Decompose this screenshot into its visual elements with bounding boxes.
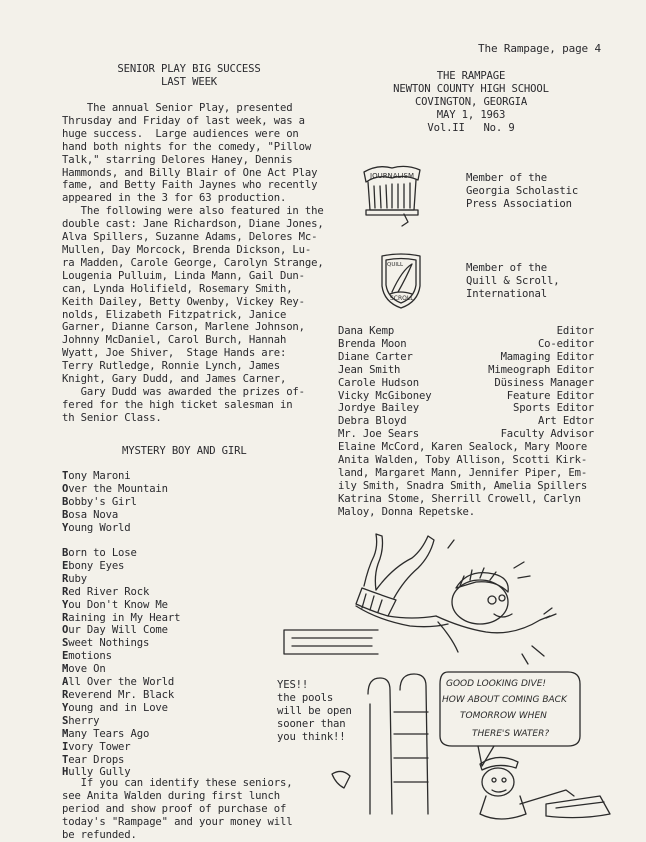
acrostic-initial: S xyxy=(62,714,69,727)
article-line: If you can identify these seniors, xyxy=(62,777,293,789)
staff-name: Jean Smith xyxy=(338,363,401,376)
acrostic-initial: R xyxy=(62,572,69,585)
article-line: appeared in the 3 for 63 production. xyxy=(62,192,287,205)
caption-line: YES!! xyxy=(277,679,309,691)
song-title xyxy=(62,637,180,650)
quill-scroll-emblem-icon xyxy=(378,250,424,312)
song-title xyxy=(62,496,168,509)
emblem-text: SCROLL xyxy=(390,295,414,302)
song-title-rest: ully Gully xyxy=(68,766,131,779)
affiliation-line: Press Association xyxy=(466,197,572,210)
acrostic-initial: H xyxy=(62,766,69,779)
acrostic-initial: B xyxy=(62,547,69,559)
staff-name: Brenda Moon xyxy=(338,337,407,350)
article-line: th Senior Class. xyxy=(62,411,162,424)
staff-name: Diane Carter xyxy=(338,350,413,363)
article-line: Mullen, Day Morcock, Brenda Dickson, Lu- xyxy=(62,243,312,256)
song-title xyxy=(62,689,180,702)
masthead-date: MAY 1, 1963 xyxy=(436,108,506,121)
staff-role: Mimeograph Editor xyxy=(488,363,594,376)
headline-line: LAST WEEK xyxy=(160,75,218,88)
masthead-school: NEWTON COUNTY HIGH SCHOOL xyxy=(393,82,549,95)
staff-row xyxy=(338,402,594,415)
staff-role: Editor xyxy=(556,325,594,337)
emblem-text: QUILL xyxy=(387,262,404,268)
song-title-rest: ony Maroni xyxy=(68,470,131,482)
article-line: period and show proof of purchase of xyxy=(62,802,287,815)
song-title-rest: weet Nothings xyxy=(68,637,150,650)
song-title-rest: herry xyxy=(68,714,100,727)
acrostic-initial: M xyxy=(62,727,69,740)
article-line: nolds, Elizabeth Fitzpatrick, Janice xyxy=(62,308,287,321)
article-line: today's "Rampage" and your money will xyxy=(62,815,293,828)
song-title xyxy=(62,650,180,663)
song-title xyxy=(62,715,180,728)
acrostic-initial: A xyxy=(62,676,69,689)
song-title-rest: everend Mr. Black xyxy=(68,688,175,701)
song-title-rest: motions xyxy=(68,650,112,663)
emblem-text: JOURNALISM xyxy=(370,172,415,180)
staff-writers-line: land, Margaret Mann, Jennifer Piper, Em- xyxy=(338,466,588,479)
masthead-title: THE RAMPAGE xyxy=(436,70,506,82)
song-title-rest: aining in My Heart xyxy=(68,611,181,624)
masthead-volume: Vol.II No. 9 xyxy=(427,121,515,134)
caption-line: you think!! xyxy=(277,730,346,743)
acrostic-initial: E xyxy=(62,559,69,572)
senior-play-body xyxy=(62,102,324,425)
song-title-rest: ou Don't Know Me xyxy=(68,598,168,611)
diver-cartoon-icon xyxy=(282,528,588,668)
staff-name: Carole Hudson xyxy=(338,376,419,389)
acrostic-initial: T xyxy=(62,753,69,766)
song-title-rest: bony Eyes xyxy=(68,559,125,572)
song-title-rest: ed River Rock xyxy=(68,585,150,598)
staff-row xyxy=(338,390,594,403)
song-title-rest: ear Drops xyxy=(68,753,125,766)
song-title xyxy=(62,509,168,522)
article-line: ra Madden, Carole George, Carolyn Strange, xyxy=(62,256,324,269)
staff-name: Jordye Bailey xyxy=(338,402,419,415)
song-title xyxy=(62,547,180,560)
song-title-rest: osa Nova xyxy=(68,508,119,521)
article-line: Garner, Dianne Carson, Marlene Johnson, xyxy=(62,321,305,334)
staff-list xyxy=(338,325,594,441)
affiliation-line: Member of the xyxy=(466,172,547,184)
mystery-song-list-2 xyxy=(62,547,180,779)
staff-role: Co-editor xyxy=(537,337,594,350)
article-line: be refunded. xyxy=(62,828,137,841)
mystery-headline: MYSTERY BOY AND GIRL xyxy=(122,445,247,457)
song-title xyxy=(62,728,180,741)
masthead xyxy=(362,70,580,135)
song-title xyxy=(62,741,180,754)
acrostic-initial: I xyxy=(62,740,69,753)
staff-name: Debra Bloyd xyxy=(338,415,407,428)
article-line: hand both nights for the comedy, "Pillow xyxy=(62,140,312,153)
article-line: fame, and Betty Faith Jaynes who recently xyxy=(62,179,318,192)
acrostic-initial: Y xyxy=(62,701,69,714)
song-title xyxy=(62,522,168,535)
masthead-city: COVINGTON, GEORGIA xyxy=(414,95,528,108)
acrostic-initial: B xyxy=(62,495,69,508)
song-title xyxy=(62,612,180,625)
article-line: double cast: Jane Richardson, Diane Jones, xyxy=(62,218,324,231)
song-title-rest: oung and in Love xyxy=(68,701,168,714)
acrostic-initial: Y xyxy=(62,521,69,534)
caption-line: the pools xyxy=(277,691,334,704)
article-line: Gary Dudd was awarded the prizes of- xyxy=(62,385,305,398)
staff-row xyxy=(338,428,594,441)
staff-name: Dana Kemp xyxy=(338,325,395,337)
quill-scroll-affiliation xyxy=(466,262,559,301)
staff-role: Düsiness Manager xyxy=(494,376,594,389)
affiliation-line: International xyxy=(466,287,547,300)
acrostic-initial: R xyxy=(62,688,69,701)
song-title xyxy=(62,663,180,676)
song-title xyxy=(62,599,180,612)
staff-name: Mr. Joe Sears xyxy=(338,428,419,441)
article-line: The following were also featured in the xyxy=(62,205,324,218)
staff-writers xyxy=(338,441,587,518)
article-line: Johnny McDaniel, Carol Burch, Hannah xyxy=(62,334,287,347)
speech-line: GOOD LOOKING DIVE! xyxy=(446,679,546,689)
acrostic-initial: T xyxy=(62,470,69,482)
song-title-rest: ver the Mountain xyxy=(68,482,168,495)
article-line: huge success. Large audiences were on xyxy=(62,127,299,140)
acrostic-initial: O xyxy=(62,624,69,637)
article-line: The annual Senior Play, presented xyxy=(62,102,293,114)
song-title xyxy=(62,470,168,483)
staff-role: Art Edtor xyxy=(537,415,594,428)
song-title xyxy=(62,754,180,767)
affiliation-line: Member of the xyxy=(466,262,547,274)
article-line: Lougenia Pulluim, Linda Mann, Gail Dun- xyxy=(62,269,305,282)
staff-writers-line: Katrina Stome, Sherrill Crowell, Carlyn xyxy=(338,492,581,505)
speech-line: TOMORROW WHEN xyxy=(460,711,547,721)
staff-role: Feature Editor xyxy=(506,389,594,402)
staff-name: Vicky McGiboney xyxy=(338,389,432,402)
song-title xyxy=(62,560,180,573)
staff-row xyxy=(338,325,594,338)
mystery-song-list-1 xyxy=(62,470,168,535)
article-line: Keith Dailey, Betty Owenby, Vickey Rey- xyxy=(62,295,305,308)
headline-line: SENIOR PLAY BIG SUCCESS xyxy=(117,63,261,75)
page-label: The Rampage, page 4 xyxy=(478,42,601,55)
caption-line: sooner than xyxy=(277,717,346,730)
song-title-rest: orn to Lose xyxy=(68,547,137,559)
song-title-rest: any Tears Ago xyxy=(68,727,150,740)
article-line: can, Lynda Holifield, Rosemary Smith, xyxy=(62,282,293,295)
song-title xyxy=(62,586,180,599)
staff-writers-line: Maloy, Donna Repetske. xyxy=(338,505,476,518)
song-title xyxy=(62,702,180,715)
caption-line: will be open xyxy=(277,704,352,717)
article-line: see Anita Walden during first lunch xyxy=(62,789,280,802)
speech-line: HOW ABOUT COMING BACK xyxy=(442,695,567,705)
article-line: Knight, Gary Dudd, and James Carner, xyxy=(62,373,287,386)
acrostic-initial: E xyxy=(62,650,69,663)
mystery-closing-text xyxy=(62,777,292,842)
article-line: Wyatt, Joe Shiver, Stage Hands are: xyxy=(62,347,287,360)
staff-row xyxy=(338,377,594,390)
song-title-rest: uby xyxy=(68,572,87,585)
affiliation-line: Quill & Scroll, xyxy=(466,274,560,287)
acrostic-initial: R xyxy=(62,585,69,598)
staff-role: Sports Editor xyxy=(513,402,594,415)
article-line: Alva Spillers, Suzanne Adams, Delores Mc- xyxy=(62,231,318,244)
song-title xyxy=(62,483,168,496)
empty-pool-cartoon-icon xyxy=(330,664,620,836)
acrostic-initial: S xyxy=(62,637,69,650)
staff-row xyxy=(338,351,594,364)
song-title-rest: vory Tower xyxy=(68,740,131,753)
song-title-rest: obby's Girl xyxy=(68,495,137,508)
staff-row xyxy=(338,338,594,351)
speech-line: THERE'S WATER? xyxy=(472,729,550,739)
article-line: Hammonds, and Billy Blair of One Act Play xyxy=(62,166,318,179)
staff-row xyxy=(338,415,594,428)
article-line: Terry Rutledge, Ronnie Lynch, James xyxy=(62,360,280,373)
article-line: Talk," starring Delores Haney, Dennis xyxy=(62,153,293,166)
song-title-rest: ur Day Will Come xyxy=(68,624,168,637)
song-title xyxy=(62,676,180,689)
journalism-emblem-icon xyxy=(358,160,430,228)
staff-row xyxy=(338,364,594,377)
staff-role: Mamaging Editor xyxy=(500,350,594,363)
song-title xyxy=(62,573,180,586)
acrostic-initial: Y xyxy=(62,598,69,611)
acrostic-initial: B xyxy=(62,508,69,521)
staff-writers-line: ily Smith, Snadra Smith, Amelia Spillers xyxy=(338,479,588,492)
song-title-rest: oung World xyxy=(68,521,131,534)
staff-writers-line: Anita Walden, Toby Allison, Scotti Kirk- xyxy=(338,453,588,466)
gspa-affiliation xyxy=(466,172,578,211)
acrostic-initial: R xyxy=(62,611,69,624)
staff-role: Faculty Advisor xyxy=(500,428,594,441)
song-title-rest: ove On xyxy=(68,663,106,676)
affiliation-line: Georgia Scholastic xyxy=(466,184,579,197)
article-line: fered for the high ticket salesman in xyxy=(62,398,293,411)
article-line: Thrusday and Friday of last week, was a xyxy=(62,114,305,127)
song-title-rest: ll Over the World xyxy=(68,676,175,689)
acrostic-initial: M xyxy=(62,663,69,676)
song-title xyxy=(62,624,180,637)
acrostic-initial: O xyxy=(62,482,69,495)
senior-play-headline xyxy=(76,63,302,89)
staff-writers-line: Elaine McCord, Karen Sealock, Mary Moore xyxy=(338,441,588,453)
